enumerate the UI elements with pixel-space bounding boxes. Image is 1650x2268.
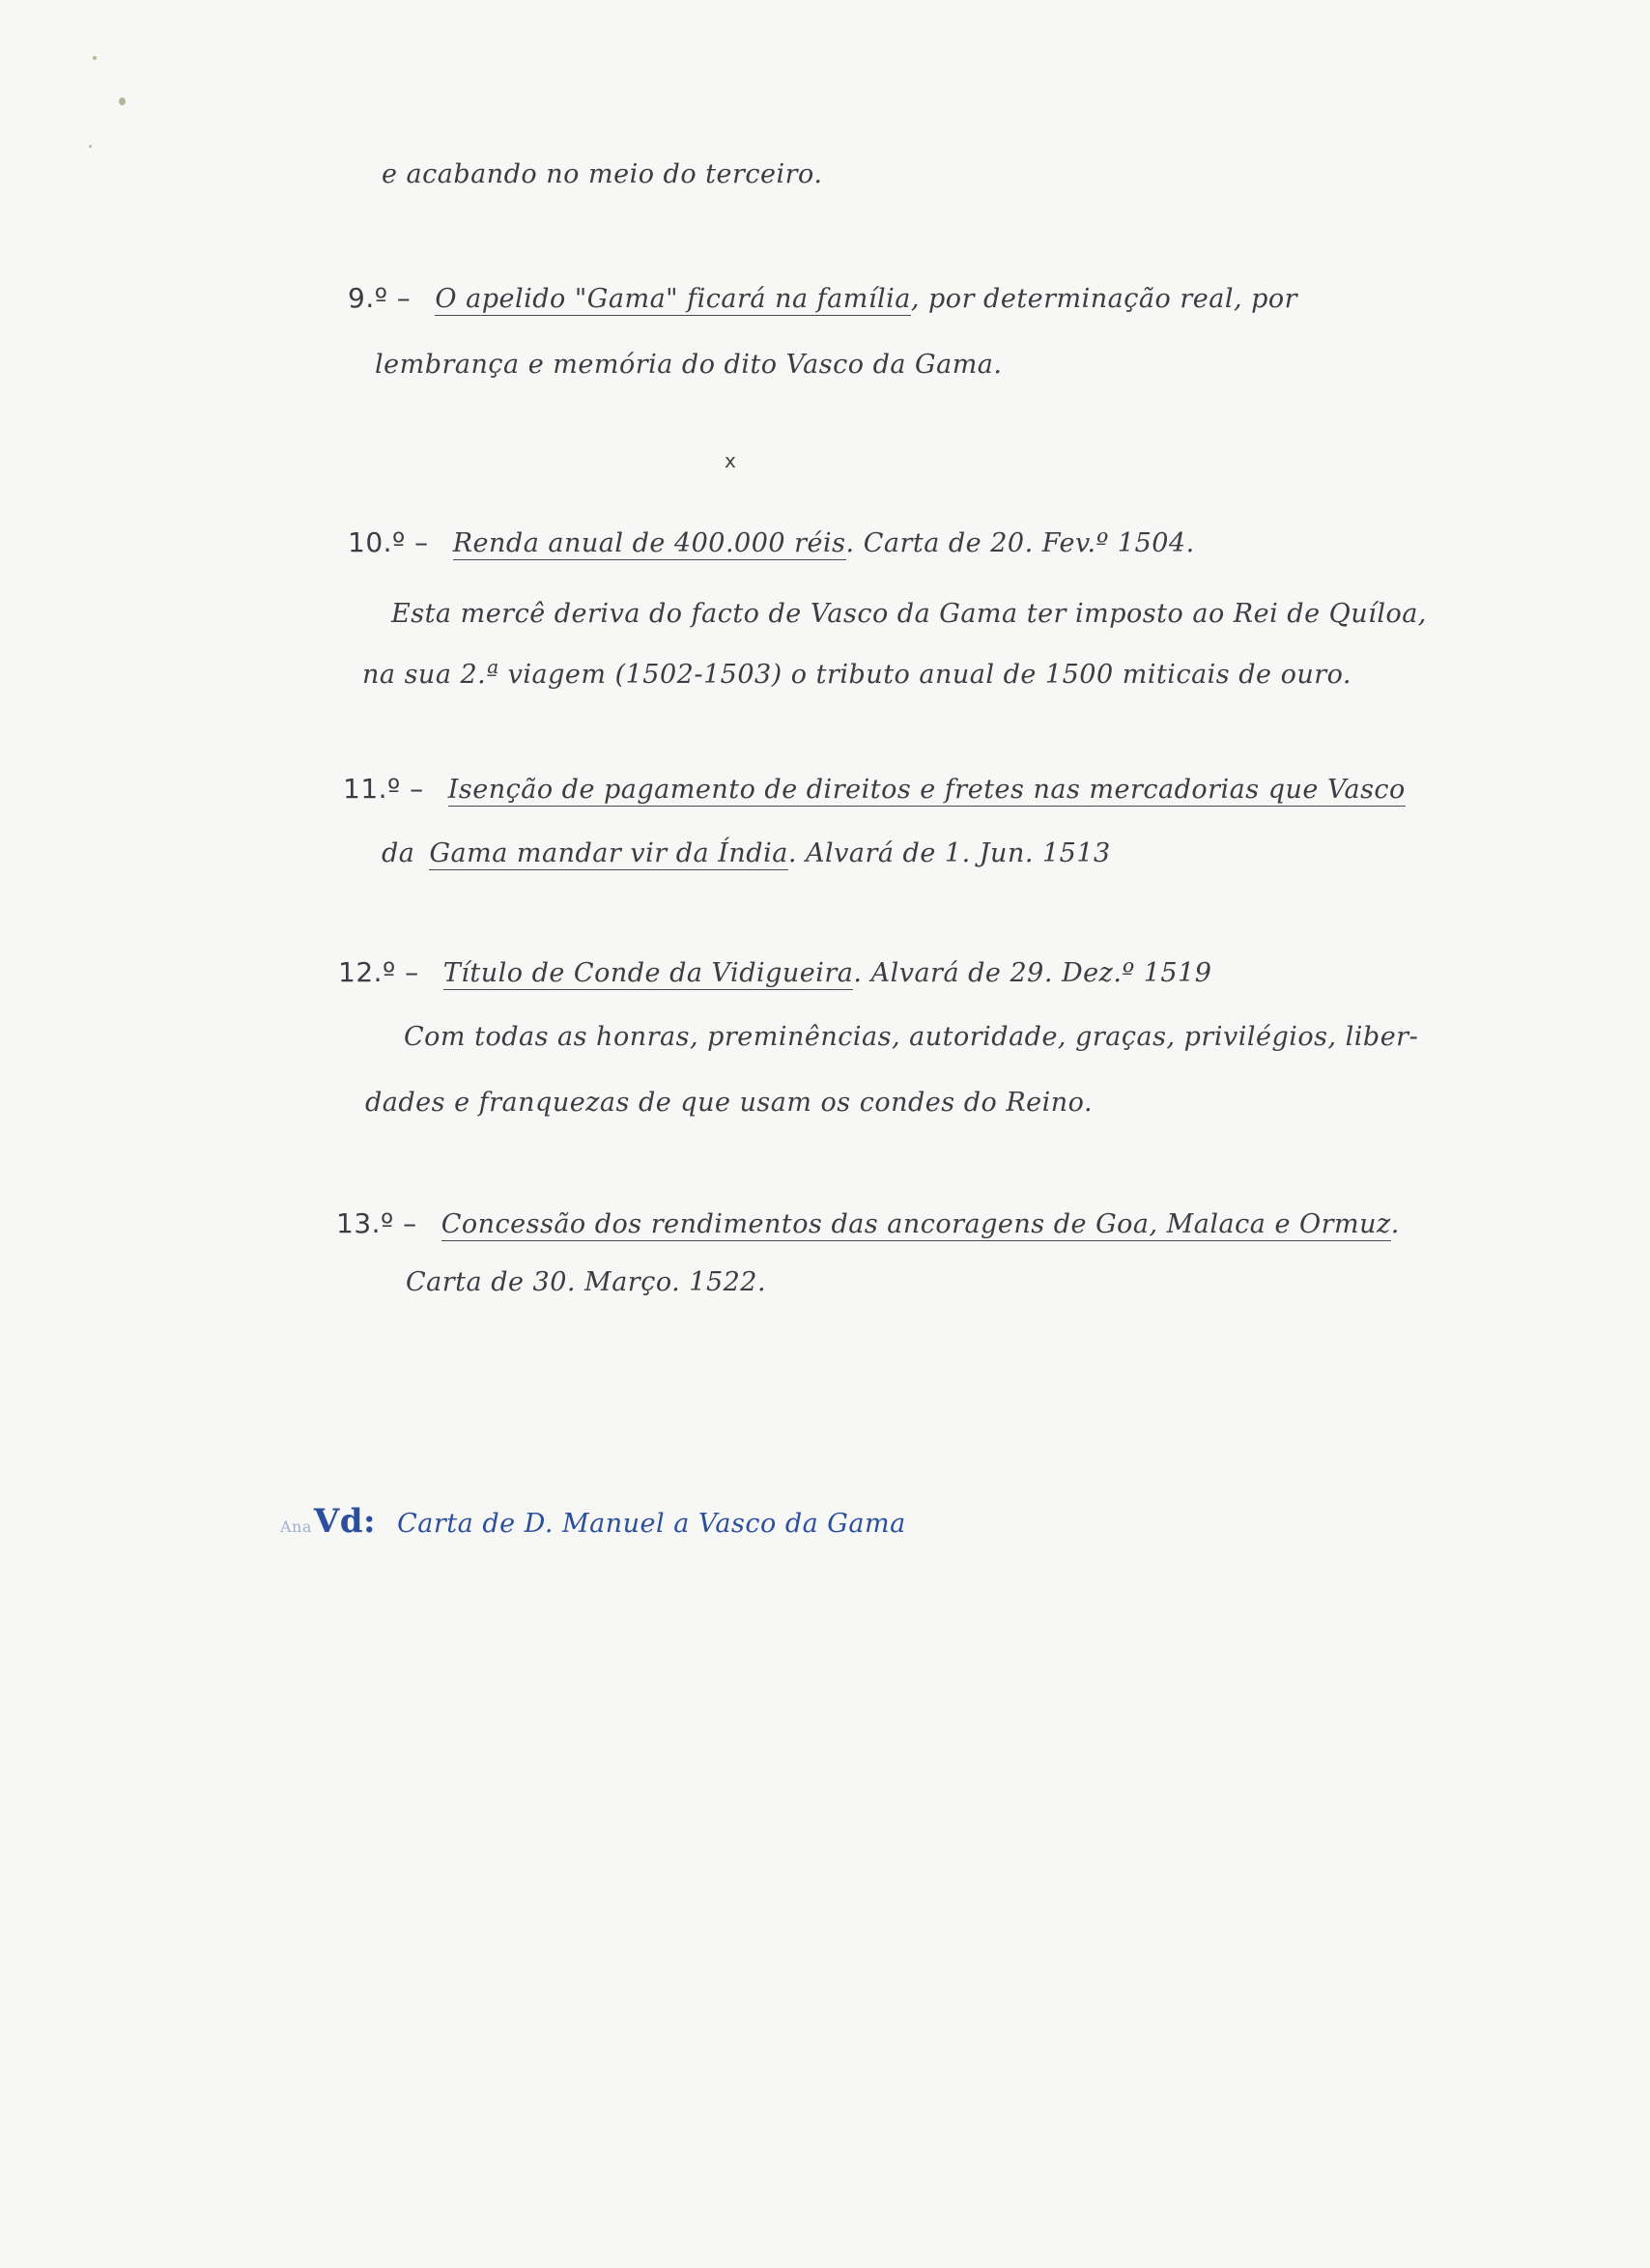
item-9-line-2: lembrança e memória do dito Vasco da Gama. — [375, 350, 1003, 380]
item-9-title: O apelido "Gama" ficará na família — [435, 284, 911, 314]
item-11-date: . Alvará de 1. Jun. 1513 — [787, 838, 1111, 868]
item-12-title: Título de Conde da Vidigueira — [442, 958, 854, 988]
item-11-title: Isenção de pagamento de direitos e fretes nas mercadorias que Vasco — [447, 775, 1406, 805]
item-13-line-2: Carta de 30. Março. 1522. — [406, 1267, 767, 1297]
item-10-date: . Carta de 20. Fev.º 1504. — [845, 528, 1195, 558]
faint-marking: Ana — [280, 1517, 312, 1536]
paper-speck — [119, 98, 126, 105]
item-12-line-1 — [338, 956, 1211, 988]
item-10-line-1 — [348, 526, 1195, 558]
item-11-line-1 — [343, 773, 1406, 805]
item-12-line-2: Com todas as honras, preminências, autoridade, graças, privilégios, liber- — [404, 1022, 1419, 1052]
continuation-line: e acabando no meio do terceiro. — [382, 159, 823, 189]
item-13-line-1 — [336, 1207, 1400, 1239]
item-9-line-1 — [348, 282, 1297, 314]
separator-mark: x — [725, 449, 736, 472]
item-11-text: da — [382, 838, 415, 868]
item-13-text: . — [1390, 1209, 1400, 1239]
item-11-title-cont: Gama mandar vir da Índia — [429, 838, 788, 868]
item-11-number: 11.º – — [343, 773, 424, 805]
item-10-line-3: na sua 2.ª viagem (1502-1503) o tributo anual de 1500 miticais de ouro. — [362, 660, 1351, 690]
item-11-line-2 — [382, 838, 1111, 868]
item-9-text: , por determinação real, por — [910, 284, 1298, 314]
item-13-number: 13.º – — [336, 1207, 417, 1239]
vd-label: Vd: — [313, 1502, 377, 1541]
item-12-number: 12.º – — [338, 956, 419, 988]
cross-reference — [280, 1502, 906, 1541]
reference-text: Carta de D. Manuel a Vasco da Gama — [397, 1509, 906, 1539]
item-12-date: . Alvará de 29. Dez.º 1519 — [853, 958, 1212, 988]
item-10-line-2: Esta mercê deriva do facto de Vasco da Gama ter imposto ao Rei de Quíloa, — [391, 599, 1427, 629]
item-9-number: 9.º – — [348, 282, 412, 314]
item-12-line-3: dades e franquezas de que usam os condes do Reino. — [365, 1088, 1094, 1118]
item-10-title: Renda anual de 400.000 réis — [452, 528, 846, 558]
paper-speck — [93, 56, 97, 60]
item-13-title: Concessão dos rendimentos das ancoragens de Goa, Malaca e Ormuz — [441, 1209, 1391, 1239]
item-10-number: 10.º – — [348, 526, 429, 558]
paper-speck — [89, 145, 92, 148]
